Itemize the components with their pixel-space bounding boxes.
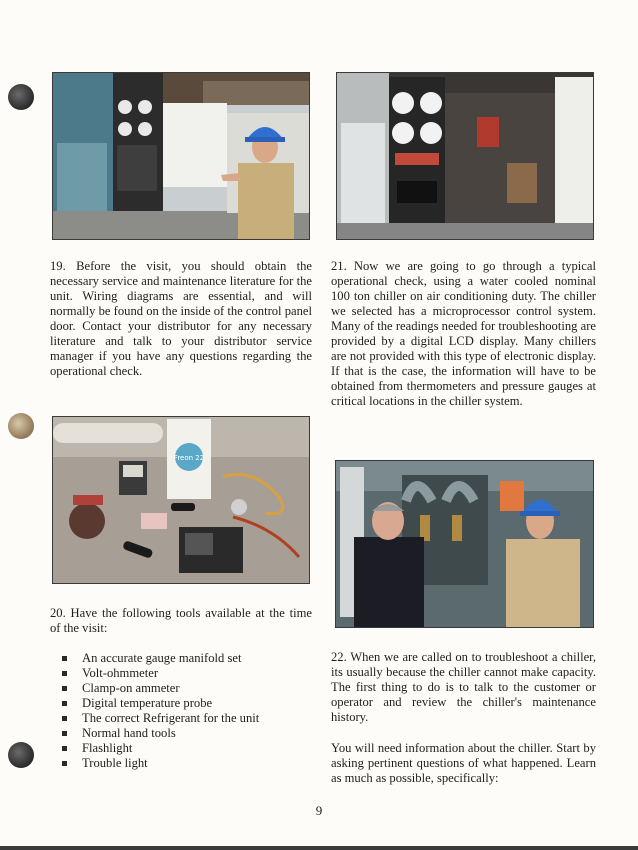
paragraph-22 <box>331 650 596 725</box>
control-panel-illustration <box>337 73 593 239</box>
paragraph-21 <box>331 259 596 409</box>
list-item: Volt-ohmmeter <box>60 666 320 681</box>
paragraph-20-text: 20. Have the following tools available at the time of the visit: <box>50 606 312 635</box>
paragraph-22-text: 22. When we are called on to troubleshoot a chiller, its usually because the chiller cannot make capacity. The first thing to do is to talk to the customer or operator and review the chiller's maintenance history. <box>331 650 596 724</box>
bottom-rule <box>0 846 638 850</box>
photo-troubleshooting-tools <box>52 416 310 584</box>
page-number: 9 <box>315 803 323 818</box>
paragraph-19 <box>50 259 312 379</box>
paragraph-21-text: 21. Now we are going to go through a typical operational check, using a water cooled nominal 100 ton chiller on air conditioning duty. The chiller we selected has a microprocessor control system. Many of the readings needed for troubleshooting are provided by a digital LCD display. Many chillers are not provided with this type of electronic display. If that is the case, the information will have to be obtained from thermometers and pressure gauges at critical locations in the chiller system. <box>331 259 596 408</box>
binder-hole-top <box>8 84 34 110</box>
paragraph-chiller-info-text: You will need information about the chiller. Start by asking pertinent questions of what happened. Learn as much as possible, specifically: <box>331 741 596 785</box>
paragraph-20 <box>50 606 312 636</box>
list-item: Digital temperature probe <box>60 696 320 711</box>
photo-technician-with-operator <box>335 460 594 628</box>
paragraph-chiller-info <box>331 741 596 786</box>
paragraph-19-text: 19. Before the visit, you should obtain the necessary service and maintenance literature for the unit. Wiring diagrams are essential, and will normally be found on the inside of the control panel door. Contact your distributor for any necessary literature and talk to your distributor service manager if you have any questions regarding the operational check. <box>50 259 312 378</box>
list-item: An accurate gauge manifold set <box>60 651 320 666</box>
chiller-meeting-illustration <box>336 461 593 627</box>
photo-chiller-control-panel <box>336 72 594 240</box>
refrigerant-can-label: Freon 22 <box>173 454 205 462</box>
binder-hole-bottom <box>8 742 34 768</box>
list-item: Clamp-on ammeter <box>60 681 320 696</box>
list-item: Flashlight <box>60 741 320 756</box>
technician-panel-illustration <box>53 73 309 239</box>
tools-list <box>60 651 320 771</box>
tools-illustration <box>53 417 309 583</box>
list-item: The correct Refrigerant for the unit <box>60 711 320 726</box>
list-item: Normal hand tools <box>60 726 320 741</box>
list-item: Trouble light <box>60 756 320 771</box>
photo-technician-at-control-panel <box>52 72 310 240</box>
binder-hole-middle <box>8 413 34 439</box>
